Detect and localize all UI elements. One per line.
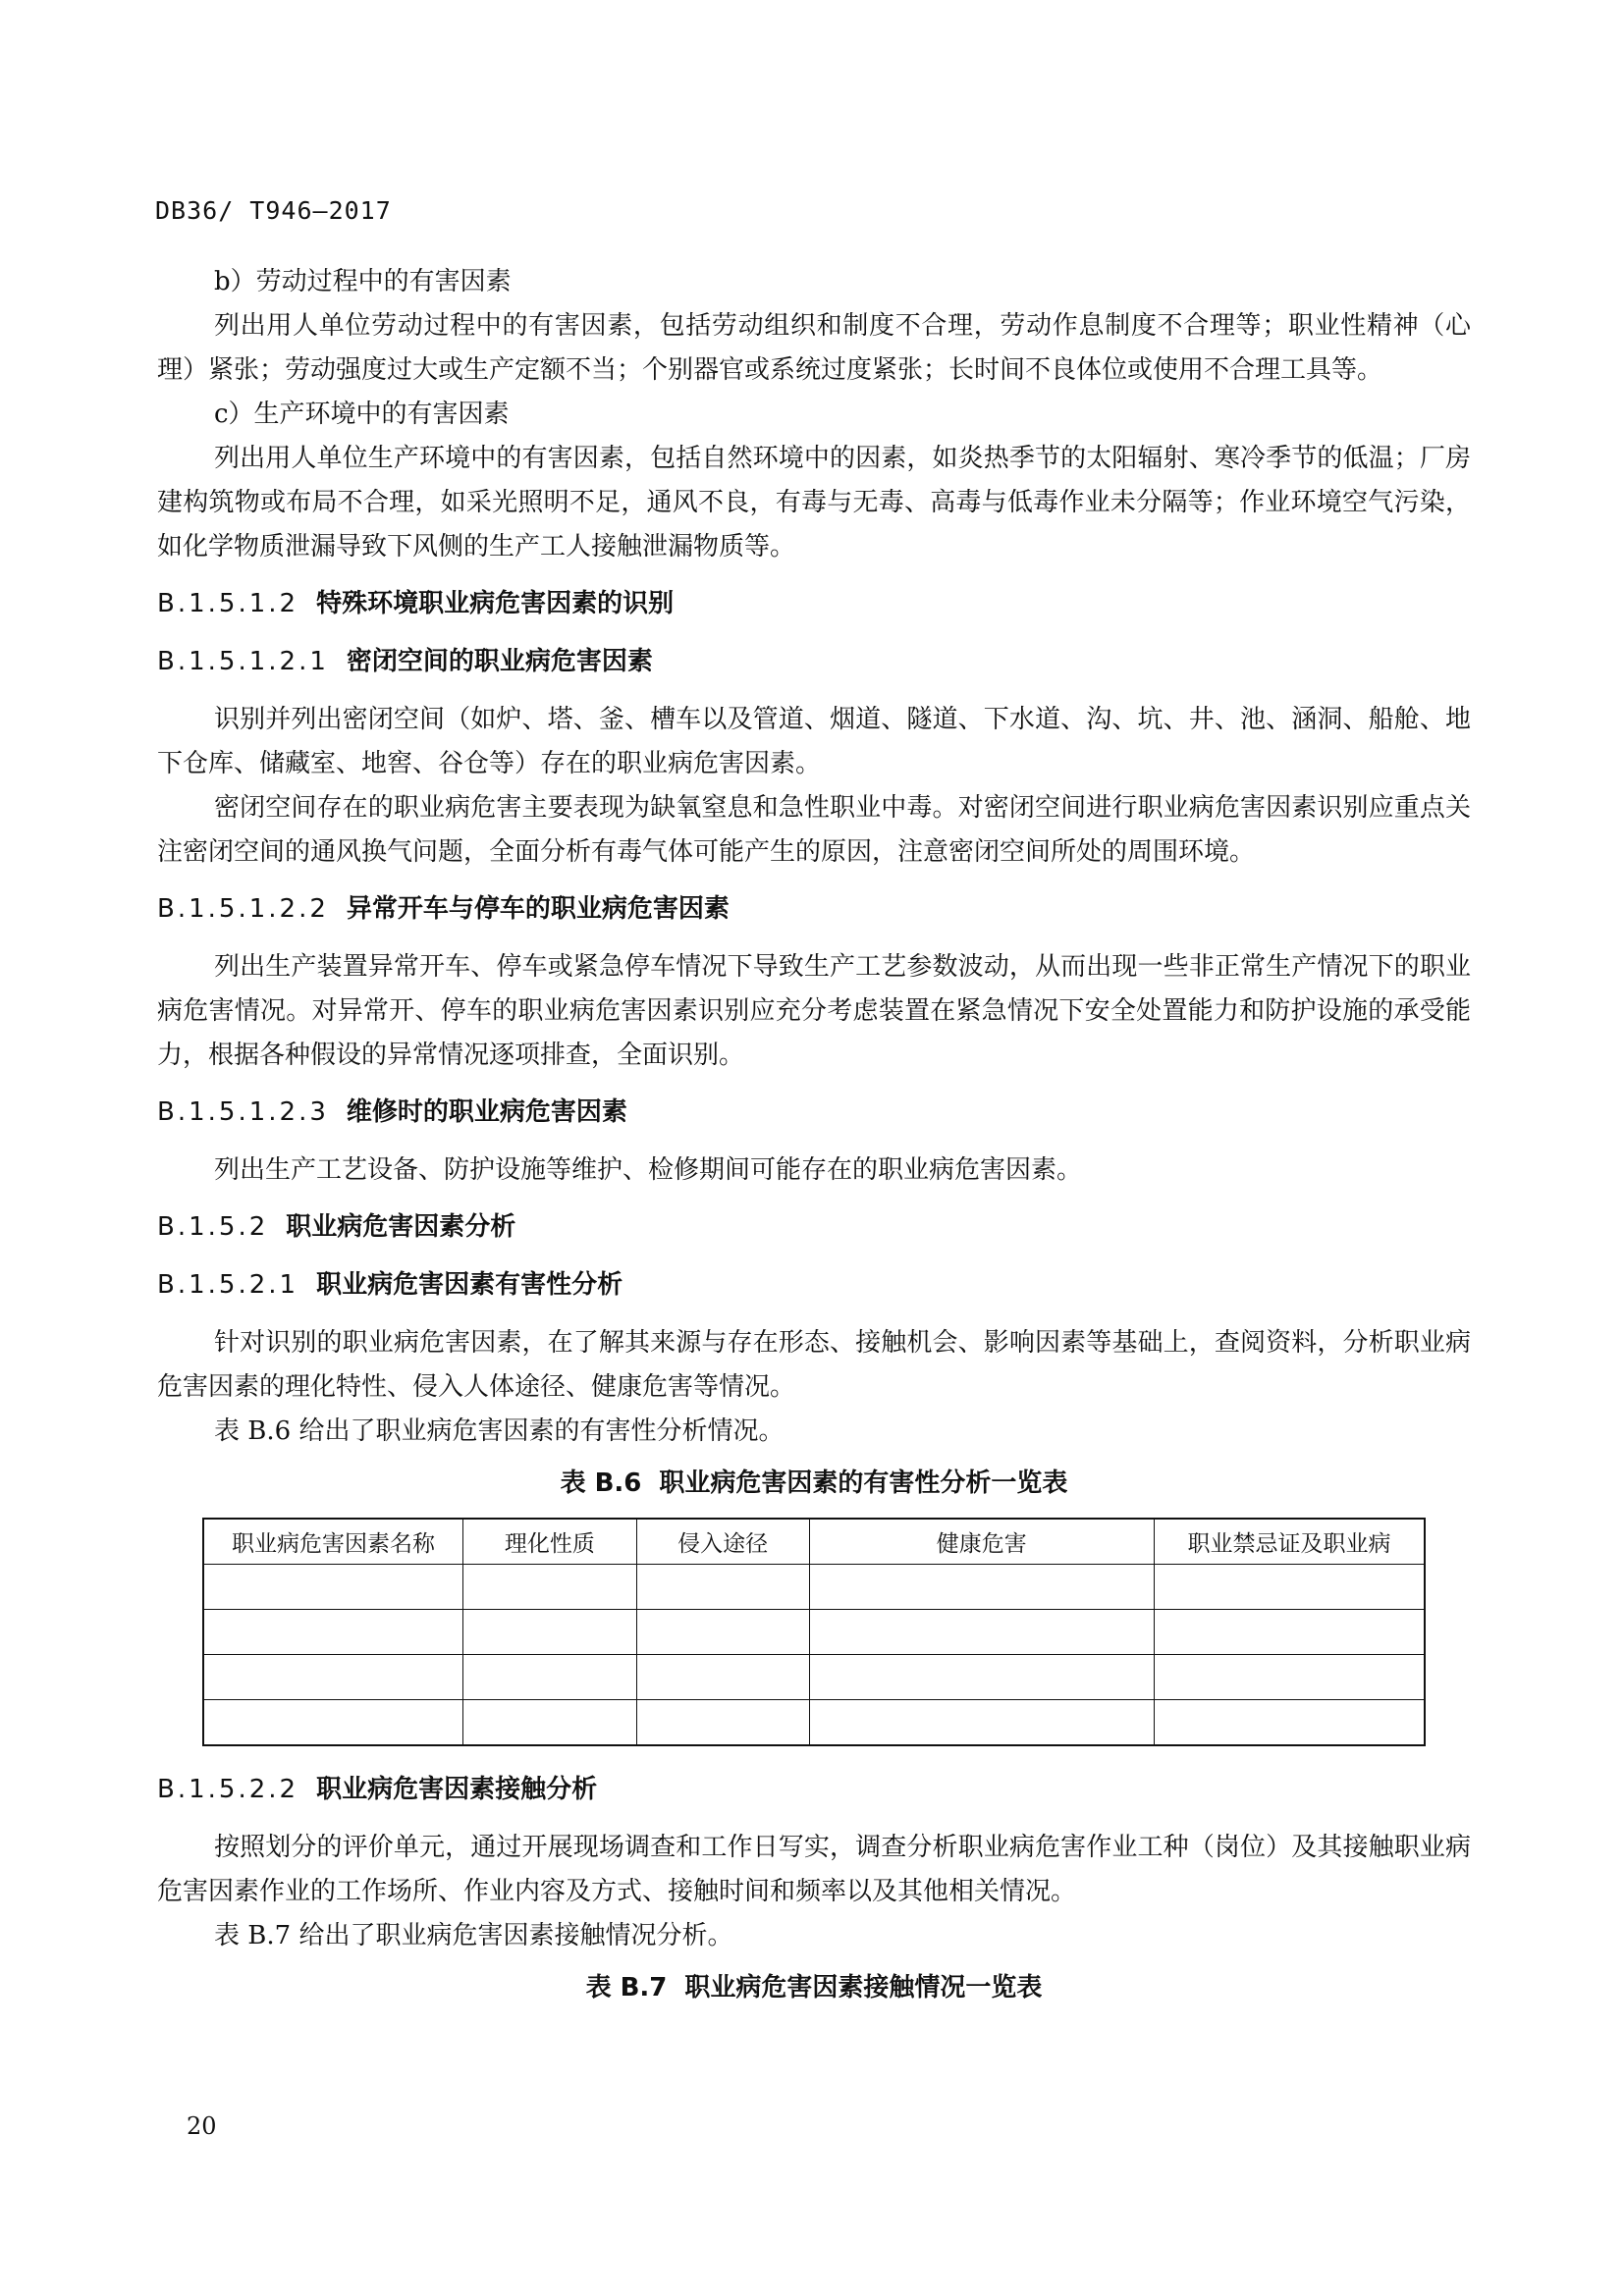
table-cell xyxy=(1154,1565,1425,1610)
table-cell xyxy=(203,1700,463,1746)
item-b-title: b）劳动过程中的有害因素 xyxy=(214,267,512,296)
section-number: B.1.5.2.1 xyxy=(157,1270,299,1300)
table-cell xyxy=(203,1610,463,1655)
section-number: B.1.5.1.2.2 xyxy=(157,894,329,924)
table-cell xyxy=(203,1565,463,1610)
table-cell xyxy=(809,1565,1154,1610)
section-title: 职业病危害因素接触分析 xyxy=(316,1775,598,1804)
paragraph: 列出生产装置异常开车、停车或紧急停车情况下导致生产工艺参数波动，从而出现一些非正常生产情况下的职业病危害情况。对异常开、停车的职业病危害因素识别应充分考虑装置在紧急情况下安全处置能力和防护设施的承受能力，根据各种假设的异常情况逐项排查，全面识别。 xyxy=(157,952,1471,1070)
table-cell xyxy=(203,1655,463,1700)
section-number: B.1.5.1.2.3 xyxy=(157,1097,329,1127)
column-header: 职业病危害因素名称 xyxy=(203,1519,463,1565)
paragraph: 列出生产工艺设备、防护设施等维护、检修期间可能存在的职业病危害因素。 xyxy=(214,1155,1083,1185)
section-number: B.1.5.1.2 xyxy=(157,589,299,618)
table-caption xyxy=(157,1462,1471,1506)
table-cell xyxy=(636,1565,809,1610)
table-number: 表 B.7 xyxy=(585,1973,668,2002)
table-row xyxy=(203,1610,1425,1655)
table-title: 职业病危害因素接触情况一览表 xyxy=(684,1973,1043,2002)
table-row xyxy=(203,1565,1425,1610)
table-row xyxy=(203,1700,1425,1746)
section-title: 特殊环境职业病危害因素的识别 xyxy=(316,589,675,618)
section-heading xyxy=(157,887,1471,932)
section-heading xyxy=(157,1205,1471,1250)
item-c-text: 列出用人单位生产环境中的有害因素，包括自然环境中的因素，如炎热季节的太阳辐射、寒冷季节的低温；厂房建构筑物或布局不合理，如采光照明不足，通风不良，有毒与无毒、高毒与低毒作业未分隔等；作业环境空气污染，如化学物质泄漏导致下风侧的生产工人接触泄漏物质等。 xyxy=(157,444,1471,561)
table-cell xyxy=(809,1700,1154,1746)
column-header: 健康危害 xyxy=(809,1519,1154,1565)
document-code: DB36/ T946—2017 xyxy=(155,196,392,225)
section-title: 职业病危害因素分析 xyxy=(286,1212,516,1242)
section-heading xyxy=(157,640,1471,684)
page-content xyxy=(157,260,1471,2022)
column-header: 理化性质 xyxy=(463,1519,637,1565)
paragraph: 表 B.6 给出了职业病危害因素的有害性分析情况。 xyxy=(214,1416,785,1446)
column-header: 职业禁忌证及职业病 xyxy=(1154,1519,1425,1565)
section-number: B.1.5.1.2.1 xyxy=(157,647,329,676)
section-heading xyxy=(157,582,1471,626)
table-cell xyxy=(463,1700,637,1746)
table-cell xyxy=(1154,1610,1425,1655)
section-heading xyxy=(157,1091,1471,1135)
table-cell xyxy=(1154,1655,1425,1700)
hazard-analysis-table xyxy=(202,1518,1426,1746)
table-number: 表 B.6 xyxy=(560,1468,642,1498)
table-row xyxy=(203,1655,1425,1700)
table-cell xyxy=(463,1565,637,1610)
section-number: B.1.5.2 xyxy=(157,1212,269,1242)
item-b-text: 列出用人单位劳动过程中的有害因素，包括劳动组织和制度不合理，劳动作息制度不合理等；职业性精神（心理）紧张；劳动强度过大或生产定额不当；个别器官或系统过度紧张；长时间不良体位或使用不合理工具等。 xyxy=(157,311,1471,385)
page-number: 20 xyxy=(187,2112,217,2140)
table-cell xyxy=(463,1655,637,1700)
section-title: 异常开车与停车的职业病危害因素 xyxy=(346,894,730,924)
section-title: 职业病危害因素有害性分析 xyxy=(316,1270,623,1300)
section-heading xyxy=(157,1768,1471,1812)
table-cell xyxy=(809,1655,1154,1700)
table-cell xyxy=(636,1700,809,1746)
table-cell xyxy=(1154,1700,1425,1746)
table-title: 职业病危害因素的有害性分析一览表 xyxy=(659,1468,1068,1498)
section-number: B.1.5.2.2 xyxy=(157,1775,299,1804)
paragraph: 密闭空间存在的职业病危害主要表现为缺氧窒息和急性职业中毒。对密闭空间进行职业病危害因素识别应重点关注密闭空间的通风换气问题，全面分析有毒气体可能产生的原因，注意密闭空间所处的周围环境。 xyxy=(157,793,1471,867)
section-title: 维修时的职业病危害因素 xyxy=(346,1097,627,1127)
table-cell xyxy=(636,1610,809,1655)
table-cell xyxy=(463,1610,637,1655)
table-cell xyxy=(636,1655,809,1700)
section-heading xyxy=(157,1263,1471,1308)
table-caption xyxy=(157,1966,1471,2010)
paragraph: 按照划分的评价单元，通过开展现场调查和工作日写实，调查分析职业病危害作业工种（岗位）及其接触职业病危害因素作业的工作场所、作业内容及方式、接触时间和频率以及其他相关情况。 xyxy=(157,1833,1471,1906)
table-header-row xyxy=(203,1519,1425,1565)
table-cell xyxy=(809,1610,1154,1655)
item-c-title: c）生产环境中的有害因素 xyxy=(214,400,510,429)
section-title: 密闭空间的职业病危害因素 xyxy=(346,647,653,676)
column-header: 侵入途径 xyxy=(636,1519,809,1565)
paragraph: 针对识别的职业病危害因素，在了解其来源与存在形态、接触机会、影响因素等基础上，查阅资料，分析职业病危害因素的理化特性、侵入人体途径、健康危害等情况。 xyxy=(157,1328,1471,1402)
paragraph: 表 B.7 给出了职业病危害因素接触情况分析。 xyxy=(214,1921,733,1950)
paragraph: 识别并列出密闭空间（如炉、塔、釜、槽车以及管道、烟道、隧道、下水道、沟、坑、井、池、涵洞、船舱、地下仓库、储藏室、地窖、谷仓等）存在的职业病危害因素。 xyxy=(157,705,1471,778)
